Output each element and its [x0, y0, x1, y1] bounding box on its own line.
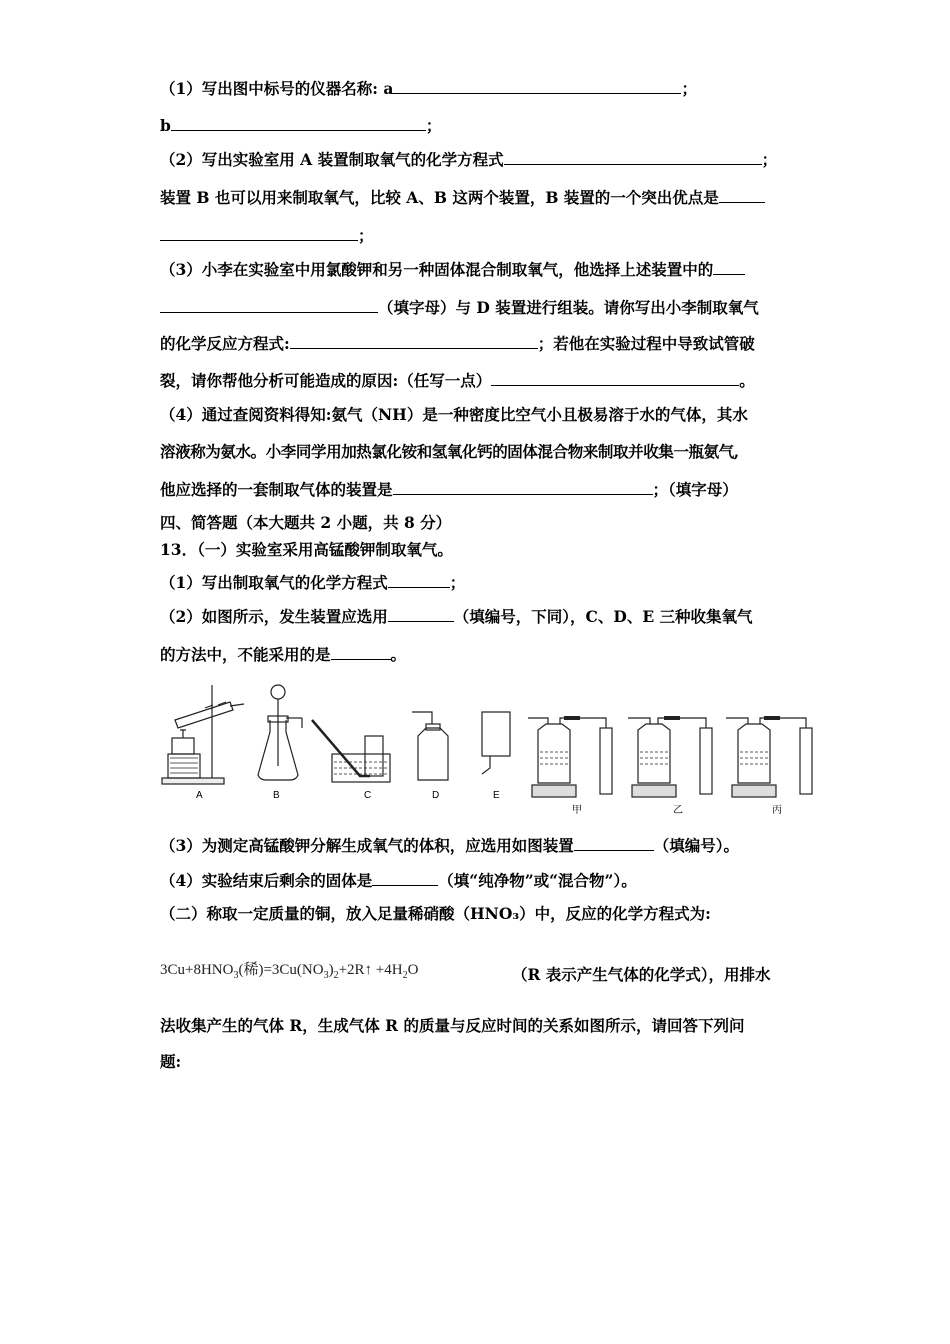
answer-blank-13-4[interactable]	[372, 869, 438, 886]
answer-blank-device[interactable]	[713, 258, 745, 275]
answer-blank-a[interactable]	[393, 77, 681, 94]
q13-part2-c: 法收集产生的气体 R，生成气体 R 的质量与反应时间的关系如图所示，请回答下列问	[160, 1016, 745, 1035]
answer-blank-advantage[interactable]	[719, 186, 765, 203]
q-kclo3-c: 的化学反应方程式: ；若他在实验过程中导致试管破	[160, 334, 755, 353]
answer-blank-reason[interactable]	[491, 369, 739, 386]
q13-part2-d: 题:	[160, 1052, 182, 1071]
apparatus-a	[162, 685, 244, 784]
label-c: C	[364, 790, 372, 801]
answer-blank-device-2[interactable]	[160, 296, 378, 313]
q13-part2: （二）称取一定质量的铜，放入足量稀硝酸（HNO₃）中，反应的化学方程式为:	[160, 904, 711, 923]
q-kclo3: （3）小李在实验室中用氯酸钾和另一种固体混合制取氧气，他选择上述装置中的	[160, 258, 745, 281]
reaction-equation: $3Cu+8HNO_3$(稀)$=3Cu(NO_3)_2+2R↑ +4H_2O$	[160, 962, 419, 981]
label-e: E	[493, 790, 500, 801]
answer-blank-13-2[interactable]	[388, 605, 454, 622]
q-advantage-b: 装置 B 也可以用来制取氧气，比较 A、B 这两个装置，B 装置的一个突出优点是	[160, 186, 765, 209]
answer-blank-kclo3-eq[interactable]	[290, 332, 538, 349]
apparatus-b	[258, 685, 302, 780]
q13-2b: 的方法中，不能采用的是 。	[160, 645, 407, 664]
apparatus-e	[482, 712, 510, 774]
q13-3: （3）为测定高锰酸钾分解生成氧气的体积，应选用如图装置 （填编号）。	[160, 836, 740, 855]
label-a: A	[196, 790, 203, 801]
q-equation-a: （2）写出实验室用 A 装置制取氧气的化学方程式 ；	[160, 150, 778, 169]
label-b: B	[273, 790, 280, 801]
answer-blank-13-3[interactable]	[574, 834, 654, 851]
q-ammonia-c: 他应选择的一套制取气体的装置是 ；（填字母）	[160, 480, 738, 499]
q-advantage-b-cont: ；	[160, 224, 374, 247]
q-kclo3-d: 裂，请你帮他分析可能造成的原因:（任写一点） 。	[160, 371, 755, 390]
answer-blank-ammonia[interactable]	[393, 478, 653, 495]
q13-4: （4）实验结束后剩余的固体是 （填“纯净物”或“混合物”）。	[160, 871, 637, 890]
q13-1: （1）写出制取氧气的化学方程式 ；	[160, 573, 466, 592]
apparatus-d	[412, 712, 448, 780]
q-ammonia-b: 溶液称为氨水。小李同学用加热氯化铵和氢氧化钙的固体混合物来制取并收集一瓶氨气,	[160, 442, 739, 461]
q13-2: （2）如图所示，发生装置应选用 （填编号，下同），C、D、E 三种收集氧气	[160, 607, 753, 626]
q-instrument-names: （1）写出图中标号的仪器名称: a ；	[160, 79, 697, 98]
label-d: D	[432, 790, 440, 801]
section-title: 四、简答题（本大题共 2 小题，共 8 分）	[160, 513, 452, 532]
answer-blank-eq-a[interactable]	[504, 148, 762, 165]
apparatus-jia	[528, 718, 612, 797]
q-text: （1）写出图中标号的仪器名称: a	[160, 79, 394, 98]
answer-blank-advantage-2[interactable]	[160, 224, 358, 241]
answer-blank-13-2b[interactable]	[331, 643, 391, 660]
q-ammonia: （4）通过查阅资料得知:氨气（NH）是一种密度比空气小且极易溶于水的气体，其水	[160, 405, 748, 424]
q-kclo3-b: （填字母）与 D 装置进行组装。请你写出小李制取氧气	[160, 296, 759, 319]
apparatus-yi	[628, 718, 712, 797]
q13-title: 13．（一）实验室采用高锰酸钾制取氧气。	[160, 540, 453, 559]
answer-blank-b[interactable]	[171, 114, 426, 131]
answer-blank-13-1[interactable]	[388, 571, 450, 588]
label-jia: 甲	[572, 805, 582, 816]
apparatus-bing	[726, 718, 812, 797]
label-bing: 丙	[772, 805, 782, 816]
q13-part2-b: （R 表示产生气体的化学式），用排水	[512, 965, 771, 984]
apparatus-figure	[160, 680, 820, 815]
apparatus-c	[312, 720, 390, 782]
q-instrument-b: b ；	[160, 116, 442, 135]
apparatus-drawing	[160, 680, 820, 815]
label-yi: 乙	[673, 805, 683, 816]
